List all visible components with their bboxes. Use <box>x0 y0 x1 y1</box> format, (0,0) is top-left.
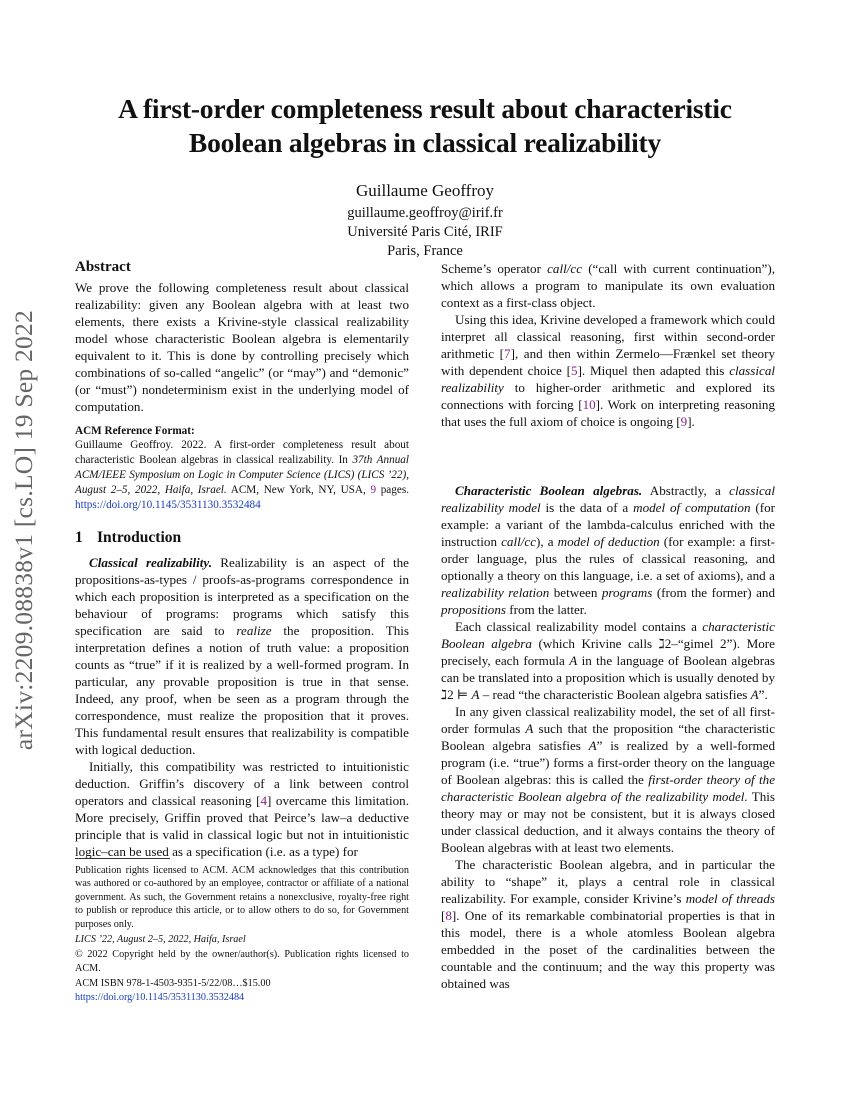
author-block <box>0 180 850 261</box>
citation-link[interactable]: 10 <box>582 397 596 412</box>
right-paragraph-5: In any given classical realizability model, the set of all first-order formulas A such that the proposition “the characteristic Boolean algebra satisfies A” is realized by a well-formed program (i.e. “true”) forms a first-order theory on the language of Boolean algebras: this is called the first-order theory of the characteristic Boolean algebra of the realizability model. This theory may or may not be consistent, but it is always closed under classical deduction, and it always contains the theory of Boolean algebras with at least two elements. <box>441 704 776 855</box>
right-column <box>441 260 775 430</box>
citation-link[interactable]: 5 <box>571 363 578 378</box>
title-line-1: A first-order completeness result about characteristic <box>118 93 732 124</box>
abstract-text: We prove the following completeness result about classical realizability: given any Boolean algebra with at least two elements, there exists a Krivine-style classical realizability model whose characteristic Boolean algebra is elementarily equivalent to it. This is done by controlling precisely which combinations of so-called “angelic” (or “may”) and “demonic” (or “must”) nondeterminism exist in the underlying model of computation. <box>75 280 409 414</box>
intro-paragraph-1: Classical realizability. Realizability is an aspect of the propositions-as-types / proofs-as-programs correspondence in which each proposition is interpreted as a specification on the behaviour of programs: programs which satisfy this specification are said to realize the proposition. This interpretation defines a notion of truth value: a proposition counts as “true” if it is realized by a well-formed program. In particular, any provable proposition is true in that sense. Indeed, any proof, when be seen as a program through the correspondence, must realize the proposition that it proves. This fundamental result ensures that realizability is compatible with logical deduction. <box>75 555 409 757</box>
footnote-isbn: ACM ISBN 978-1-4503-9351-5/22/08…$15.00 <box>75 978 271 990</box>
abstract-heading: Abstract <box>75 259 131 275</box>
footnote-copyright: © 2022 Copyright held by the owner/author(s). Publication rights licensed to ACM. <box>75 949 409 974</box>
pages-link[interactable]: 9 <box>370 484 377 496</box>
author-affiliation: Université Paris Cité, IRIF <box>347 224 503 240</box>
section-heading-introduction <box>75 528 409 548</box>
right-paragraph-6: The characteristic Boolean algebra, and in particular the ability to “shape” it, plays a central role in classical realizability. For example, consider Krivine’s model of threads [8]. One of its remarkable combinatorial properties is that in this model, there is a whole atomless Boolean algebra embedded in the poset of the cardinalities between the countable and the continuum; and the way this property was obtained was <box>441 857 775 991</box>
title-line-2: Boolean algebras in classical realizability <box>188 127 662 158</box>
arxiv-stamp-text: arXiv:2209.08838v1 [cs.LO] 19 Sep 2022 <box>9 309 38 751</box>
acm-reference-text: Guillaume Geoffroy. 2022. A first-order completeness result about characteristic Boolean algebras in classical realizability. In 37th Annual ACM/IEEE Symposium on Logic in Computer Science (LICS) (LICS ’22), August 2–5, 2022, Haifa, Israel. ACM, New York, NY, USA, 9 pages. https://doi.org/10.1145/3531130.3532484 <box>75 439 409 511</box>
footnote-rights: Publication rights licensed to ACM. ACM acknowledges that this contribution was authored or co-authored by an employee, contractor or affiliate of a national government. As such, the Government retains a nonexclusive, royalty-free right to publish or reproduce this article, or to allow others to do so, for Government purposes only. <box>75 865 409 930</box>
right-paragraph-1: Scheme’s operator call/cc (“call with current continuation”), which allows a program to manipulate its own evaluation context as a first-class object. <box>441 261 775 310</box>
author-email: guillaume.geoffroy@irif.fr <box>347 205 503 221</box>
footnote-doi-link[interactable]: https://doi.org/10.1145/3531130.3532484 <box>75 991 245 1003</box>
section-number: 1 <box>75 529 83 546</box>
footnote-venue: LICS ’22, August 2–5, 2022, Haifa, Israel <box>75 934 246 946</box>
left-column <box>75 258 409 860</box>
citation-link[interactable]: 8 <box>445 908 452 923</box>
paper-title <box>40 92 810 160</box>
right-paragraph-2: Using this idea, Krivine developed a framework which could interpret all classical reasoning, first within second-order arithmetic [7], and then within Zermelo—Frænkel set theory with dependent choice [5]. Miquel then adapted this classical realizability to higher-order arithmetic and explored its connections with forcing [10]. Work on interpreting reasoning that uses the full axiom of choice is ongoing [9]. <box>441 312 776 429</box>
footnote-rule <box>75 858 170 859</box>
intro-paragraph-2: Initially, this compatibility was restricted to intuitionistic deduction. Griffin’s discovery of a link between control operators and classical reasoning [4] overcame this limitation. More precisely, Griffin proved that Peirce’s law–a deductive principle that is valid in classical logic but not in intuitionistic logic–can be used as a specification (i.e. as a type) for <box>75 759 409 859</box>
acm-reference-heading: ACM Reference Format: <box>75 425 195 437</box>
author-name: Guillaume Geoffroy <box>355 181 494 200</box>
acm-reference-doi-link[interactable]: https://doi.org/10.1145/3531130.3532484 <box>75 499 261 511</box>
right-paragraph-4: Each classical realizability model contains a characteristic Boolean algebra (which Krivine calls ℷ2–“gimel 2”). More precisely, each formula A in the language of Boolean algebras can be translated into a proposition which is usually denoted by ℷ2 ⊨ A – read “the characteristic Boolean algebra satisfies A”. <box>441 619 776 702</box>
right-column-lower <box>441 482 775 992</box>
footnote-block <box>75 864 409 1006</box>
author-location: Paris, France <box>387 243 463 259</box>
citation-link[interactable]: 7 <box>504 346 511 361</box>
citation-link[interactable]: 4 <box>260 793 267 808</box>
right-paragraph-3: Characteristic Boolean algebras. Abstractly, a classical realizability model is the data of a model of computation (for example: a variant of the lambda-calculus enriched with the instruction call/cc), a model of deduction (for example: a first-order language, plus the rules of classical reasoning, and optionally a theory on this language, i.e. a set of axioms), and a realizability relation between programs (from the former) and propositions from the latter. <box>441 483 775 617</box>
section-title: Introduction <box>97 529 182 546</box>
citation-link[interactable]: 9 <box>680 414 688 429</box>
arxiv-stamp <box>6 267 42 793</box>
